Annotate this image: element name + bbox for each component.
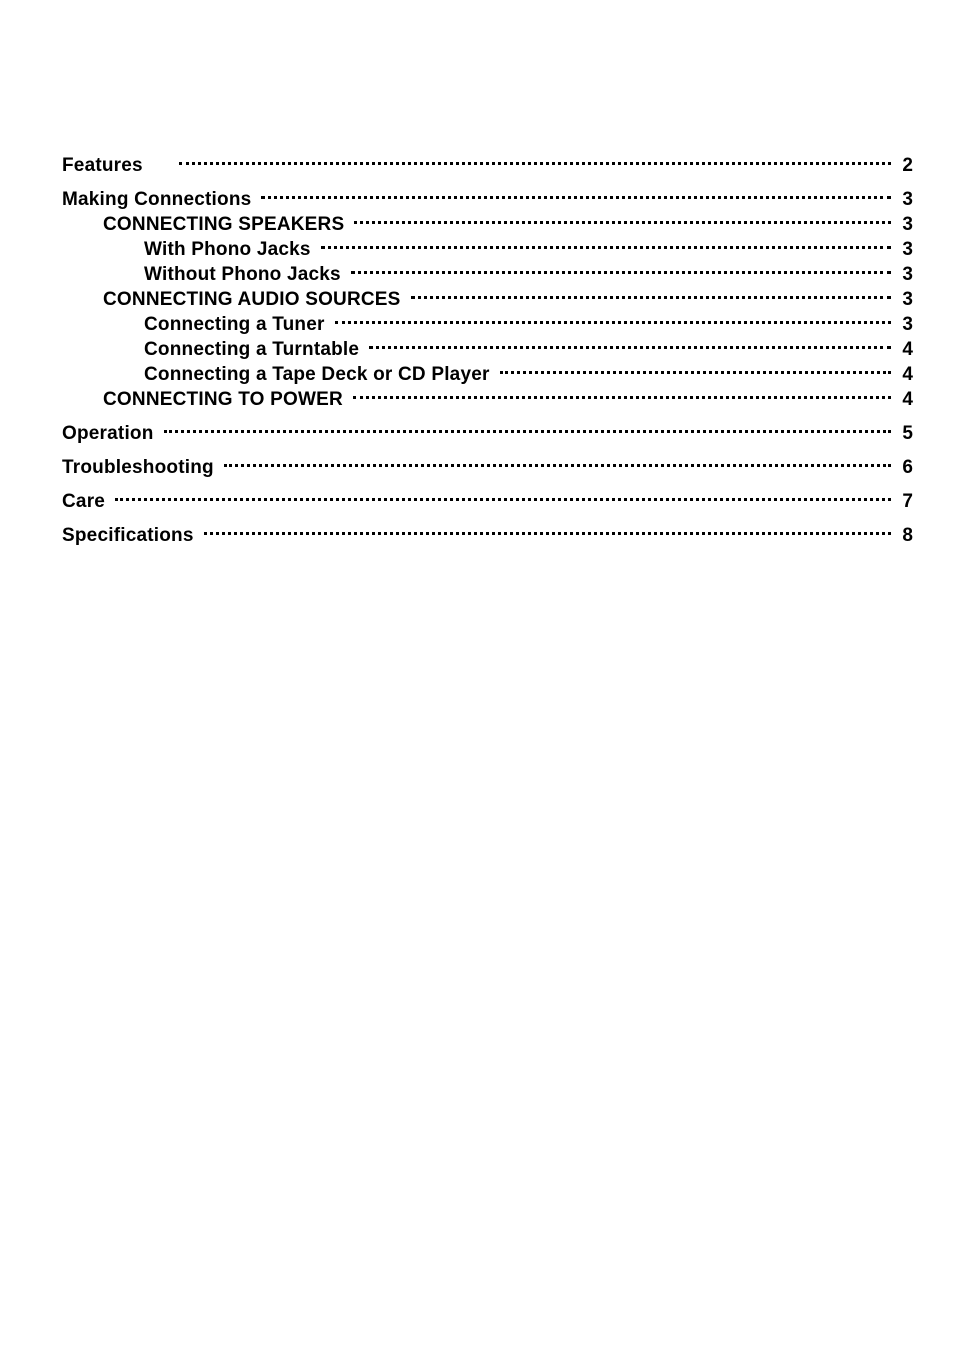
toc-entry-page: 3 <box>902 289 913 310</box>
toc-entry-troubleshooting[interactable] <box>62 448 913 478</box>
toc-entry-specifications[interactable] <box>62 516 913 546</box>
dot-leader <box>164 414 891 439</box>
dot-leader <box>179 146 891 171</box>
dot-leader <box>261 180 891 205</box>
toc-entry-page: 4 <box>902 339 913 360</box>
toc-entry-title: CONNECTING SPEAKERS <box>103 214 345 235</box>
toc-entry-title: Connecting a Tuner <box>144 314 325 335</box>
toc-entry-title: Without Phono Jacks <box>144 264 341 285</box>
toc-entry-title: Features <box>62 155 143 176</box>
toc-entry-features[interactable] <box>62 146 913 176</box>
toc-entry-page: 4 <box>902 364 913 385</box>
dot-leader <box>351 255 891 280</box>
toc-entry-page: 4 <box>902 389 913 410</box>
toc-entry-title: Connecting a Tape Deck or CD Player <box>144 364 490 385</box>
toc-entry-operation[interactable] <box>62 414 913 444</box>
dot-leader <box>354 205 891 230</box>
toc-entry-title: Troubleshooting <box>62 457 214 478</box>
toc-entry-page: 8 <box>902 525 913 546</box>
toc-entry-title: Connecting a Turntable <box>144 339 360 360</box>
dot-leader <box>321 230 891 255</box>
toc-entry-page: 3 <box>902 314 913 335</box>
dot-leader <box>115 482 891 507</box>
toc-entry-title: Care <box>62 491 106 512</box>
dot-leader <box>411 280 891 305</box>
toc-entry-page: 5 <box>902 423 913 444</box>
toc-entry-page: 6 <box>902 457 913 478</box>
dot-leader <box>369 330 891 355</box>
toc-entry-title: Specifications <box>62 525 194 546</box>
table-of-contents <box>62 146 913 546</box>
toc-entry-making-connections[interactable] <box>62 180 913 210</box>
toc-entry-page: 7 <box>902 491 913 512</box>
toc-entry-page: 3 <box>902 239 913 260</box>
dot-leader <box>335 305 891 330</box>
toc-entry-care[interactable] <box>62 482 913 512</box>
toc-entry-title: CONNECTING AUDIO SOURCES <box>103 289 401 310</box>
toc-entry-title: CONNECTING TO POWER <box>103 389 343 410</box>
dot-leader <box>500 355 891 380</box>
toc-entry-title: Making Connections <box>62 189 252 210</box>
dot-leader <box>353 380 891 405</box>
toc-entry-title: Operation <box>62 423 154 444</box>
toc-entry-page: 3 <box>902 264 913 285</box>
toc-entry-page: 3 <box>902 214 913 235</box>
toc-entry-page: 2 <box>902 155 913 176</box>
toc-entry-title: With Phono Jacks <box>144 239 311 260</box>
toc-entry-page: 3 <box>902 189 913 210</box>
dot-leader <box>224 448 891 473</box>
dot-leader <box>204 516 891 541</box>
